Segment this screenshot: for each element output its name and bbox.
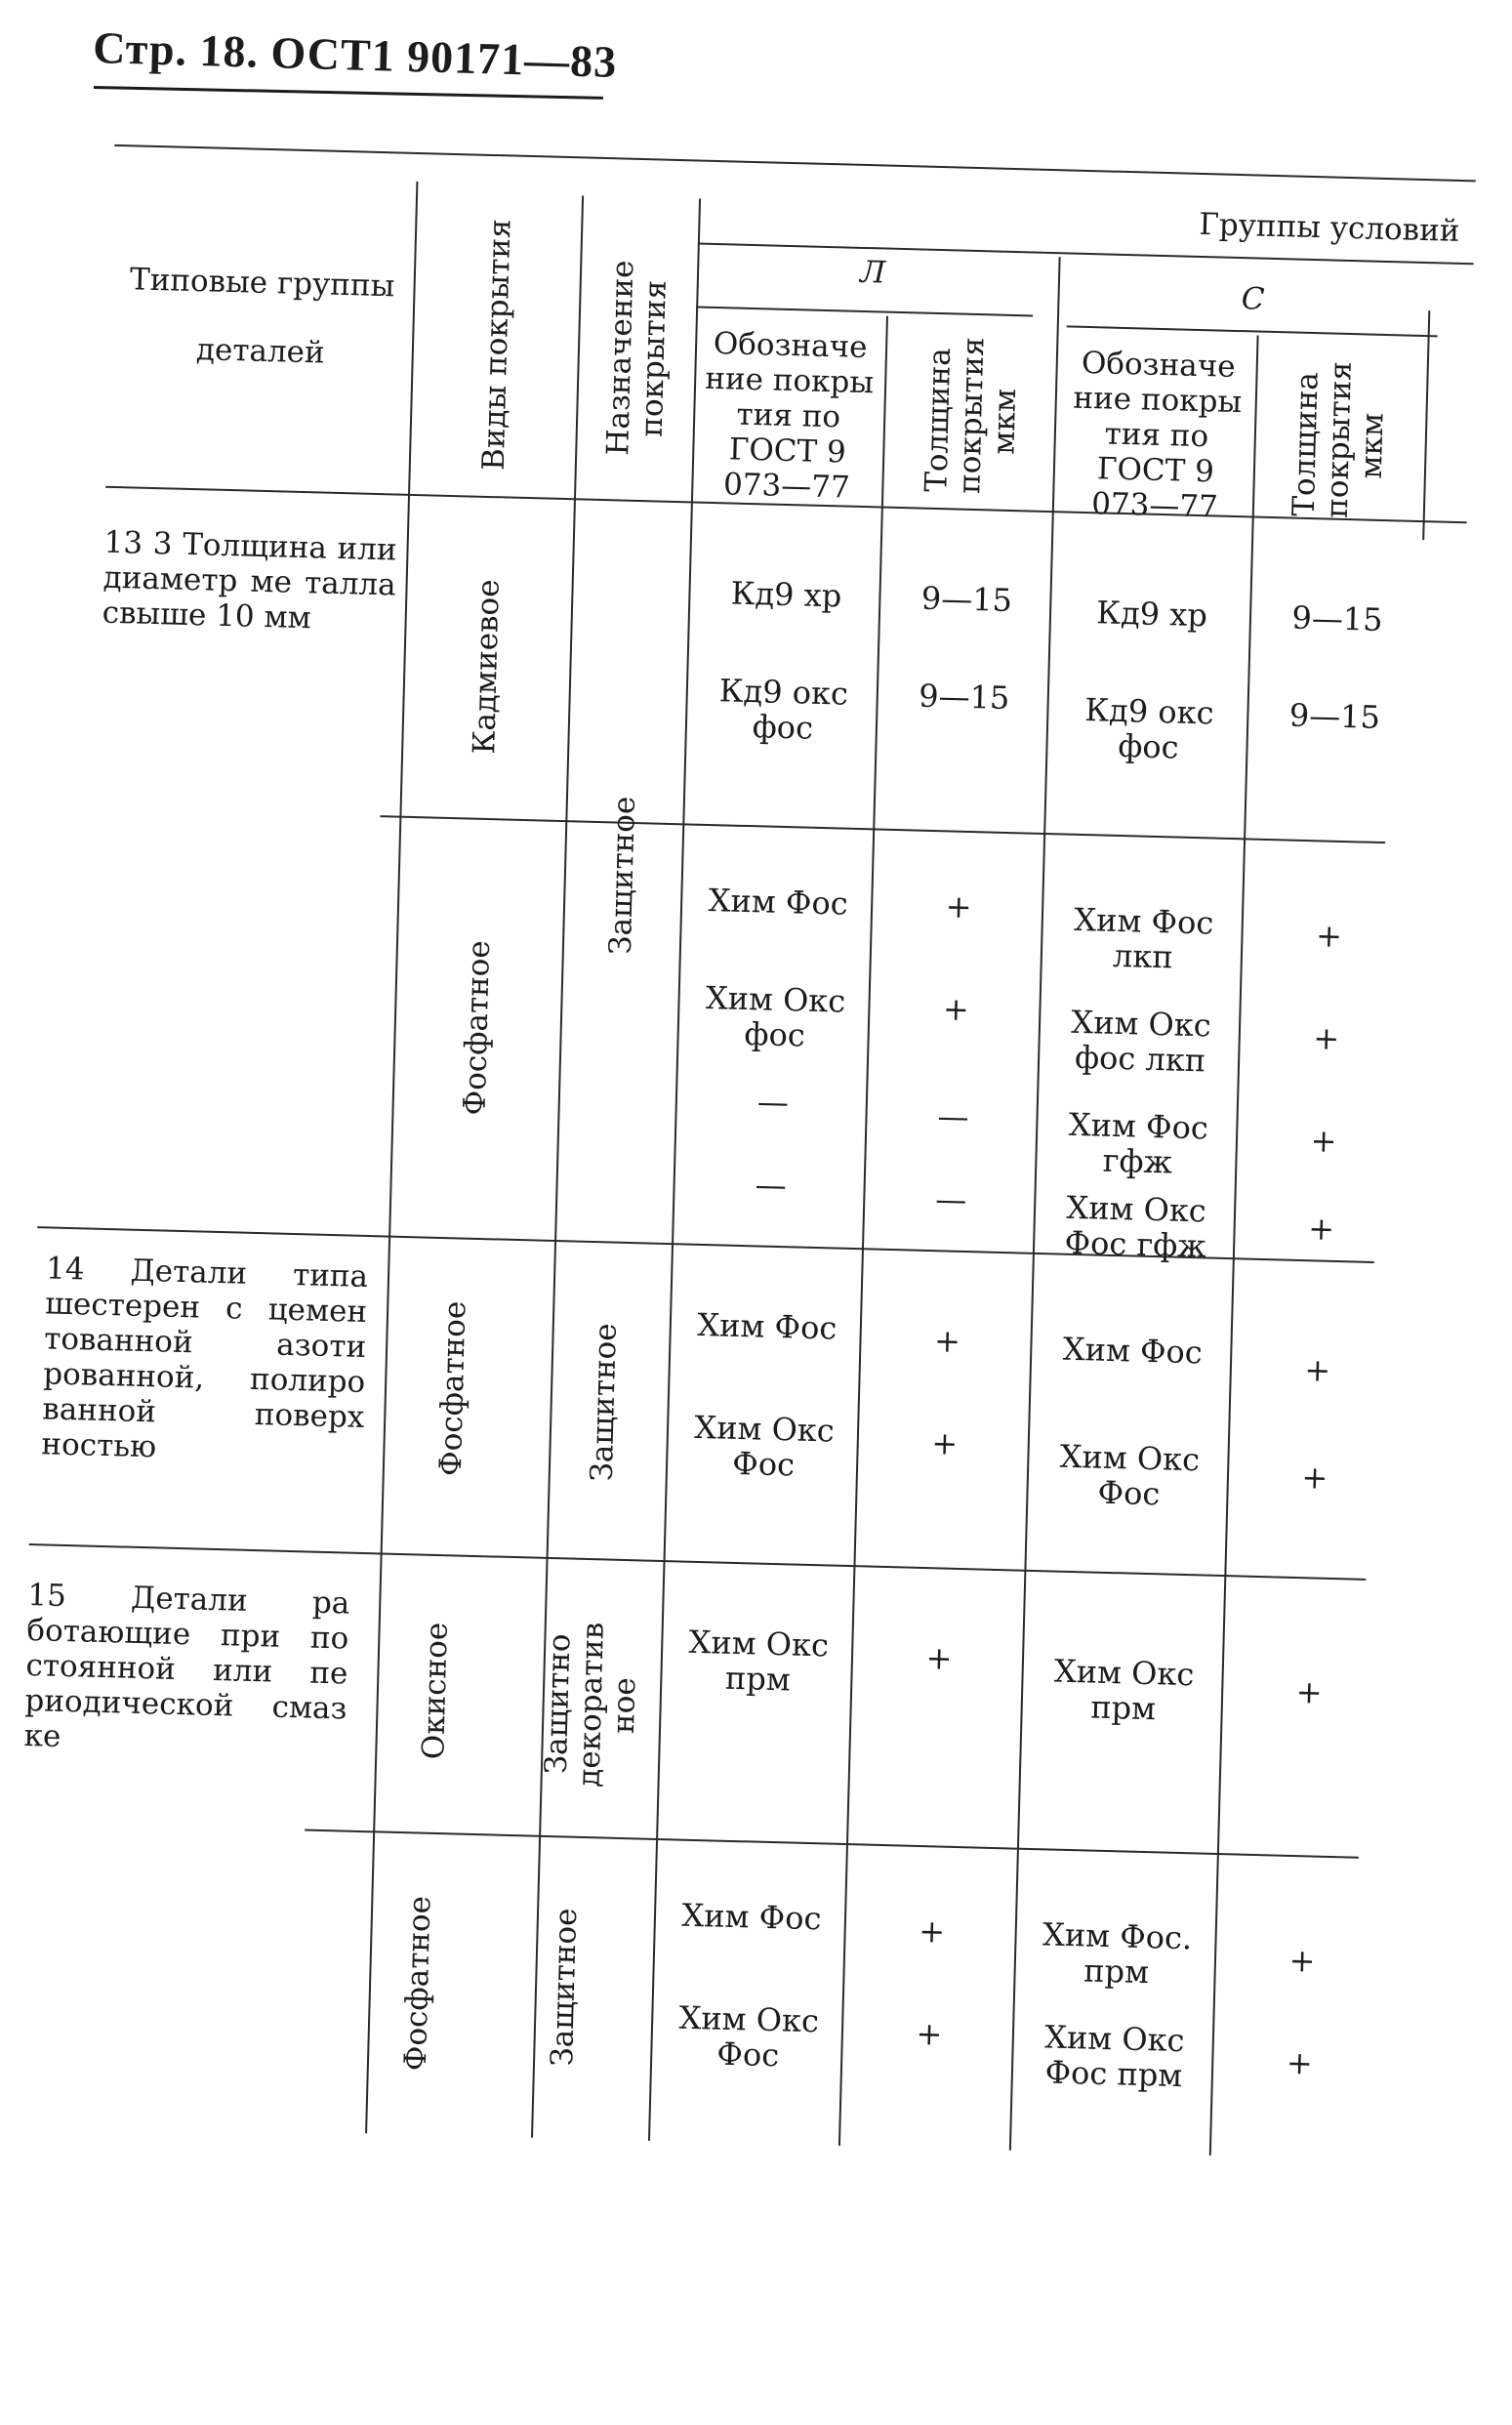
col-rule-1 bbox=[365, 182, 418, 2133]
row13a-designation-s-2: Кд9 окс фос bbox=[1083, 691, 1215, 766]
row13-split-rule bbox=[380, 815, 1385, 843]
row13b-thickness-l-2: + bbox=[942, 990, 970, 1029]
row15a-purpose: Защитно декоратив ное bbox=[538, 1622, 643, 1788]
row13b-designation-s-3: Хим Фос гфж bbox=[1068, 1105, 1209, 1181]
row13a-thickness-s-2: 9—15 bbox=[1288, 696, 1381, 736]
row13a-thickness-l-1: 9—15 bbox=[920, 579, 1013, 620]
row15b-thickness-s-2: + bbox=[1286, 2043, 1314, 2082]
row14-bottom-rule bbox=[29, 1543, 1367, 1581]
row15-group: 15 Детали ра ботающие при по стоянной или пе риодической смаз ке bbox=[23, 1578, 350, 1754]
row13b-coating-type: Фосфатное bbox=[457, 939, 498, 1116]
row13a-thickness-l-2: 9—15 bbox=[918, 677, 1010, 718]
row13b-designation-s-1: Хим Фос лкп bbox=[1073, 900, 1214, 976]
header-thickness-s: Толщина покрытия мкм bbox=[1286, 360, 1391, 519]
row15a-designation-l-1: Хим Окс прм bbox=[688, 1623, 830, 1699]
col-rule-2 bbox=[531, 195, 584, 2137]
row13b-thickness-s-1: + bbox=[1315, 917, 1343, 956]
row13b-thickness-s-4: + bbox=[1307, 1210, 1335, 1248]
group-s-rule bbox=[1067, 325, 1438, 337]
header-purpose: Назначение покрытия bbox=[600, 259, 674, 456]
row14-designation-l-2: Хим Окс Фос bbox=[693, 1408, 836, 1484]
row14-group: 14 Детали типа шестерен с цемен тованной азоти рованной, полиро ванной поверх ностью bbox=[40, 1251, 369, 1465]
row15b-thickness-l-2: + bbox=[916, 2014, 943, 2053]
row14-designation-l-1: Хим Фос bbox=[696, 1305, 838, 1347]
row14-thickness-l-1: + bbox=[933, 1322, 961, 1360]
row13b-designation-l-1: Хим Фос bbox=[708, 882, 849, 923]
row13-purpose: Защитное bbox=[602, 796, 643, 956]
row13b-thickness-s-2: + bbox=[1312, 1019, 1340, 1057]
row13b-designation-s-2: Хим Окс фос лкп bbox=[1070, 1003, 1212, 1080]
row15b-designation-s-2: Хим Окс Фос прм bbox=[1043, 2018, 1186, 2095]
row13b-thickness-l-1: + bbox=[945, 887, 973, 926]
row13a-designation-l-1: Кд9 хр bbox=[730, 574, 842, 615]
row14-thickness-s-1: + bbox=[1303, 1351, 1331, 1389]
table-top-rule bbox=[114, 144, 1476, 183]
row15b-designation-l-1: Хим Фос bbox=[681, 1896, 822, 1938]
header-designation-s: Обозначе ние покры тия по ГОСТ 9 073—77 bbox=[1073, 345, 1243, 525]
row13b-thickness-l-3: — bbox=[937, 1097, 970, 1136]
header-group-l: Л bbox=[859, 254, 886, 291]
row13a-designation-s-1: Кд9 хр bbox=[1095, 594, 1208, 635]
row15a-thickness-l-1: + bbox=[925, 1639, 953, 1677]
row14-designation-s-2: Хим Окс Фос bbox=[1059, 1437, 1201, 1513]
group-l-rule bbox=[696, 306, 1033, 316]
row13b-thickness-l-4: — bbox=[934, 1180, 967, 1219]
row15b-designation-s-1: Хим Фос. прм bbox=[1042, 1915, 1193, 1992]
col-rule-7 bbox=[1422, 310, 1430, 540]
header-designation-l: Обозначе ние покры тия по ГОСТ 9 073—77 bbox=[704, 325, 875, 506]
row13a-coating-type: Кадмиевое bbox=[467, 578, 507, 755]
row13a-thickness-s-1: 9—15 bbox=[1291, 598, 1384, 638]
row15-split-rule bbox=[305, 1829, 1359, 1859]
header-group-s: С bbox=[1241, 281, 1265, 317]
header-coating-type: Виды покрытия bbox=[475, 218, 518, 472]
row13b-designation-s-4: Хим Окс Фос гфж bbox=[1064, 1188, 1207, 1265]
row13a-designation-l-2: Кд9 окс фос bbox=[718, 672, 849, 747]
row14-coating-type: Фосфатное bbox=[432, 1300, 473, 1477]
row13b-designation-l-4: — bbox=[755, 1166, 788, 1205]
row14-thickness-l-2: + bbox=[930, 1424, 959, 1462]
row13b-designation-l-3: — bbox=[756, 1083, 790, 1122]
row13-group: 13 3 Толщина или диаметр ме талла свыше 10 мм bbox=[102, 524, 398, 637]
row14-purpose: Защитное bbox=[584, 1322, 624, 1482]
row15b-thickness-l-1: + bbox=[918, 1912, 946, 1951]
row15b-thickness-s-1: + bbox=[1288, 1941, 1316, 1980]
row15b-coating-type: Фосфатное bbox=[397, 1895, 438, 2072]
header-thickness-l: Толщина покрытия мкм bbox=[919, 336, 1024, 495]
row15b-purpose: Защитное bbox=[544, 1908, 585, 2068]
row14-thickness-s-2: + bbox=[1301, 1459, 1328, 1497]
header-conditions: Группы условий bbox=[1198, 206, 1460, 249]
row15a-thickness-s-1: + bbox=[1295, 1673, 1324, 1711]
row15a-coating-type: Окисное bbox=[416, 1622, 455, 1760]
header-groups: Типовые группы деталей bbox=[129, 262, 395, 371]
row14-designation-s-1: Хим Фос bbox=[1062, 1330, 1204, 1372]
row15a-designation-s-1: Хим Окс прм bbox=[1053, 1652, 1195, 1728]
row15b-designation-l-2: Хим Окс Фос bbox=[678, 1998, 820, 2075]
row13b-designation-l-2: Хим Окс фос bbox=[705, 978, 846, 1054]
page-header: Стр. 18. ОСТ1 90171—83 bbox=[92, 21, 618, 87]
row13b-thickness-s-3: + bbox=[1310, 1122, 1337, 1160]
